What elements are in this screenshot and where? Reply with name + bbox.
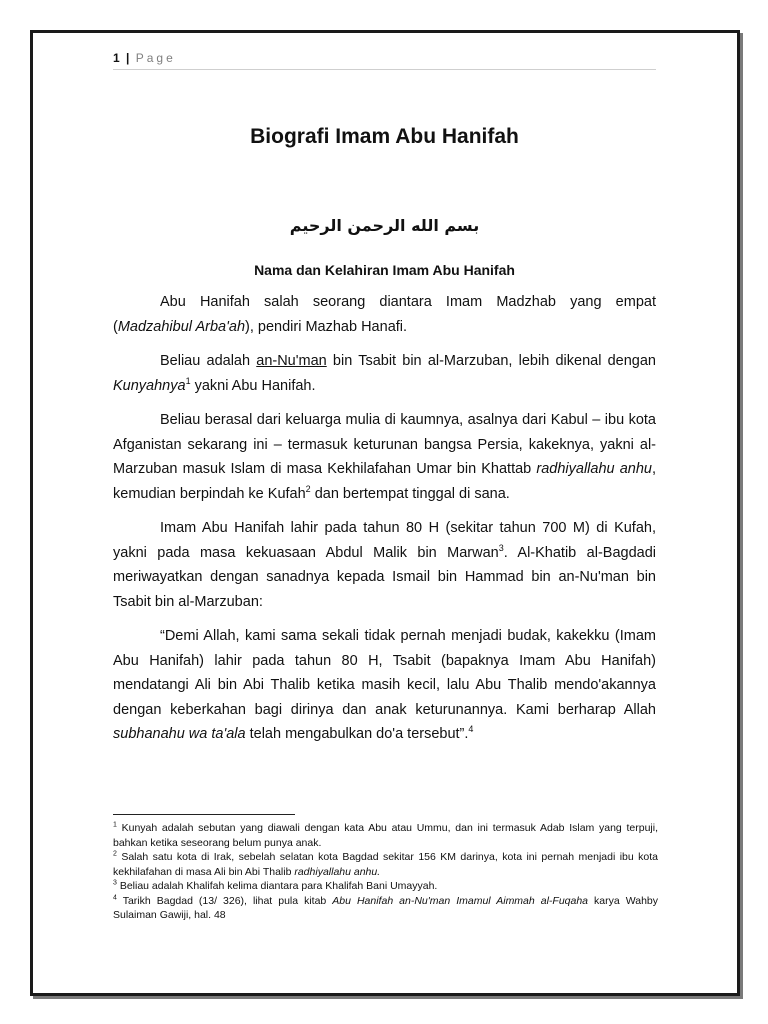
page-header	[113, 49, 656, 70]
header-separator: |	[126, 51, 130, 65]
paragraph-5-quote	[113, 624, 656, 747]
p3-text-d: dan bertempat tinggal di sana.	[310, 485, 510, 502]
page-frame	[30, 30, 740, 996]
footnote-4-text-2: karya Wahby Sulaiman Gawiji, hal. 48	[113, 894, 659, 921]
p4-text-b: . Al-Khatib al-Bagdadi meriwayatkan dengan sanadnya kepada Ismail bin Hammad bin an-Nu'man bin Tsabit bin al-Marzuban:	[113, 544, 656, 610]
bismillah-text: بسم الله الرحمن الرحيم	[289, 216, 480, 235]
p5-text-c: telah mengabulkan do'a tersebut”.	[245, 726, 469, 742]
p2-text-a: Beliau adalah	[160, 353, 257, 369]
page-word: Page	[135, 51, 176, 65]
section-heading: Nama dan Kelahiran Imam Abu Hanifah	[254, 262, 515, 278]
paragraph-1	[113, 290, 656, 339]
footnote-ref-2: 2	[305, 483, 311, 494]
p1-text-c: ), pendiri Mazhab Hanafi.	[245, 318, 408, 335]
p4-text-a: Imam Abu Hanifah lahir pada tahun 80 H (sekitar tahun 700 M) di Kufah, yakni pada masa kekuasaan Abdul Malik bin Marwan	[113, 520, 656, 561]
p3-text-c: , kemudian berpindah ke Kufah	[113, 461, 657, 502]
footnote-2-number: 2	[113, 850, 117, 858]
document-body	[113, 290, 656, 757]
footnote-4	[113, 894, 658, 923]
paragraph-4	[113, 516, 656, 614]
footnote-4-number: 4	[113, 894, 117, 901]
footnote-1-number: 1	[113, 821, 117, 829]
p2-text-c: bin Tsabit bin al-Marzuban, lebih dikenal dengan	[326, 353, 656, 369]
p5-italic: subhanahu wa ta'ala	[113, 726, 246, 742]
footnote-2-italic: radhiyallahu anhu.	[294, 865, 381, 878]
p2-underlined-name: an-Nu'man	[256, 353, 327, 369]
p2-text-e: yakni Abu Hanifah.	[190, 377, 316, 394]
footnote-3-text: Beliau adalah Khalifah kelima diantara para Khalifah Bani Umayyah.	[116, 880, 438, 892]
footnote-ref-3: 3	[498, 542, 504, 553]
footnotes	[113, 821, 658, 923]
footnote-2	[113, 850, 658, 879]
p5-text-a: “Demi Allah, kami sama sekali tidak pernah menjadi budak, kakekku (Imam Abu Hanifah) lahir pada tahun 80 H, Tsabit (bapaknya Imam Abu Hanifah) mendatangi Ali bin Abi Thalib ketika masih kecil, lalu Abu Thalib mendo'akannya dengan keberkahan bagi dirinya dan anak keturunannya. Kami berharap Allah	[113, 628, 656, 718]
p2-italic: Kunyahnya	[113, 377, 186, 394]
footnote-ref-1: 1	[185, 375, 191, 386]
footnote-divider	[113, 814, 295, 815]
footnote-1-text: Kunyah adalah sebutan yang diawali dengan kata Abu atau Ummu, dan ini termasuk Adab Islam yang terpuji, bahkan ketika seseorang belum punya anak.	[113, 822, 658, 849]
footnote-ref-4: 4	[468, 724, 474, 735]
footnote-3-number: 3	[113, 879, 117, 887]
p1-italic: Madzahibul Arba'ah	[117, 318, 246, 335]
footnote-3	[113, 879, 658, 894]
paragraph-3	[113, 408, 656, 506]
footnote-4-text: Tarikh Bagdad (13/ 326), lihat pula kitab	[116, 894, 333, 907]
document-title: Biografi Imam Abu Hanifah	[250, 125, 519, 148]
p1-text-a: Abu Hanifah salah seorang diantara Imam Madzhab yang empat (	[113, 294, 656, 335]
p3-italic: radhiyallahu anhu	[536, 461, 652, 477]
paragraph-2	[113, 349, 656, 398]
p3-text-a: Beliau berasal dari keluarga mulia di kaumnya, asalnya dari Kabul – ibu kota Afganistan sekarang ini – termasuk keturunan bangsa Persia, kakeknya, yakni al-Marzuban masuk Islam di masa Kekhilafahan Umar bin Khattab	[113, 412, 656, 477]
footnote-1	[113, 821, 658, 850]
footnote-2-text: Salah satu kota di Irak, sebelah selatan kota Bagdad sekitar 156 KM darinya, kota ini pernah menjadi ibu kota kekhilafahan di masa Ali bin Abi Thalib	[113, 851, 658, 878]
page-number: 1	[113, 51, 120, 65]
footnote-4-italic: Abu Hanifah an-Nu'man Imamul Aimmah al-Fuqaha	[332, 894, 589, 907]
